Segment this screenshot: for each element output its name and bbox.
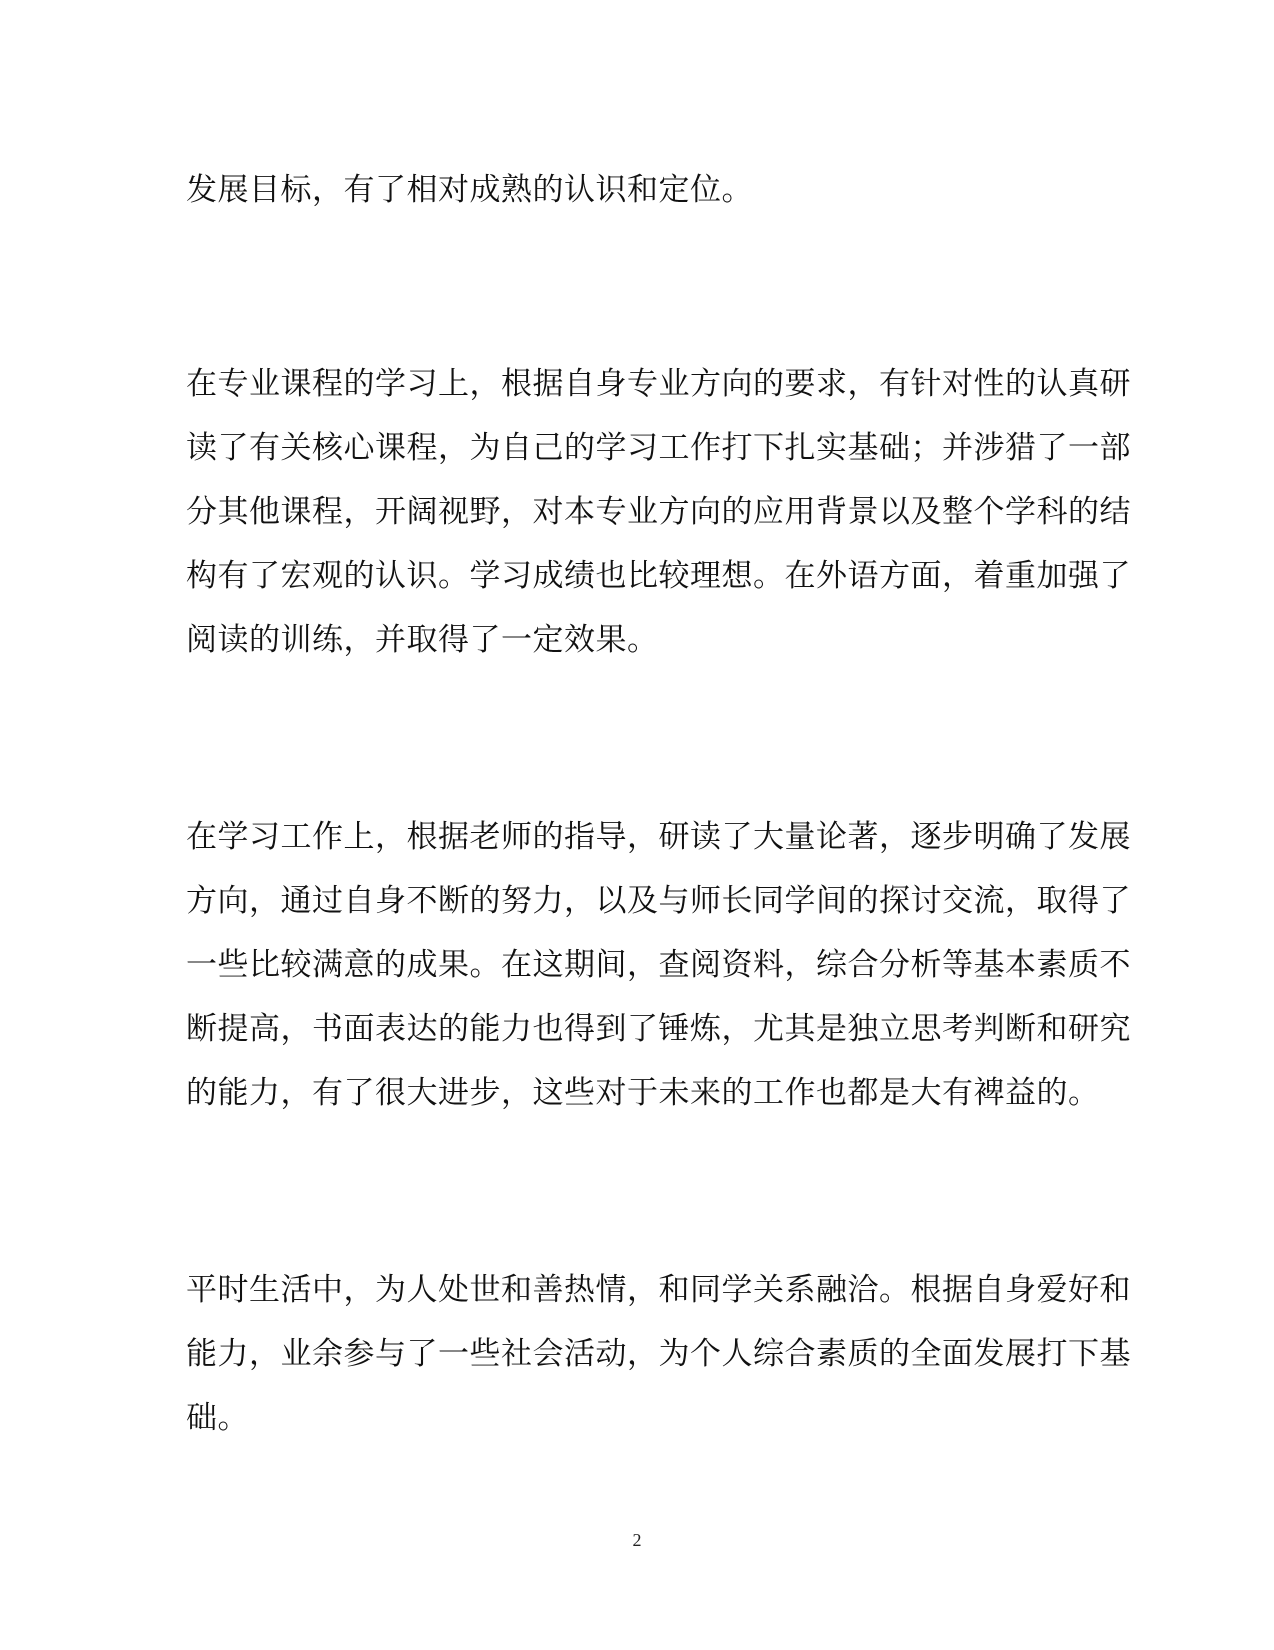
- text-line: 的能力，有了很大进步，这些对于未来的工作也都是大有裨益的。: [186, 1075, 1100, 1111]
- page-number: 2: [632, 1530, 642, 1550]
- text-line: 构有了宏观的认识。学习成绩也比较理想。在外语方面，着重加强了: [186, 558, 1131, 594]
- paragraph-daily-life: [186, 1258, 1131, 1450]
- text-line: 阅读的训练，并取得了一定效果。: [186, 622, 659, 658]
- text-line: 分其他课程，开阔视野，对本专业方向的应用背景以及整个学科的结: [186, 494, 1131, 530]
- text-line: 方向，通过自身不断的努力，以及与师长同学间的探讨交流，取得了: [186, 883, 1131, 919]
- text-line: 础。: [186, 1400, 249, 1436]
- text-line: 读了有关核心课程，为自己的学习工作打下扎实基础；并涉猎了一部: [186, 430, 1131, 466]
- paragraph-research-work: [186, 805, 1131, 1125]
- paragraph-coursework: [186, 352, 1131, 672]
- paragraph-career-goals: [186, 158, 1066, 222]
- text-line: 发展目标，有了相对成熟的认识和定位。: [186, 172, 753, 208]
- text-line: 一些比较满意的成果。在这期间，查阅资料，综合分析等基本素质不: [186, 947, 1131, 983]
- text-line: 能力，业余参与了一些社会活动，为个人综合素质的全面发展打下基: [186, 1336, 1131, 1372]
- text-line: 在专业课程的学习上，根据自身专业方向的要求，有针对性的认真研: [186, 366, 1131, 402]
- text-line: 平时生活中，为人处世和善热情，和同学关系融洽。根据自身爱好和: [186, 1272, 1131, 1308]
- text-line: 在学习工作上，根据老师的指导，研读了大量论著，逐步明确了发展: [186, 819, 1131, 855]
- text-line: 断提高，书面表达的能力也得到了锤炼，尤其是独立思考判断和研究: [186, 1011, 1131, 1047]
